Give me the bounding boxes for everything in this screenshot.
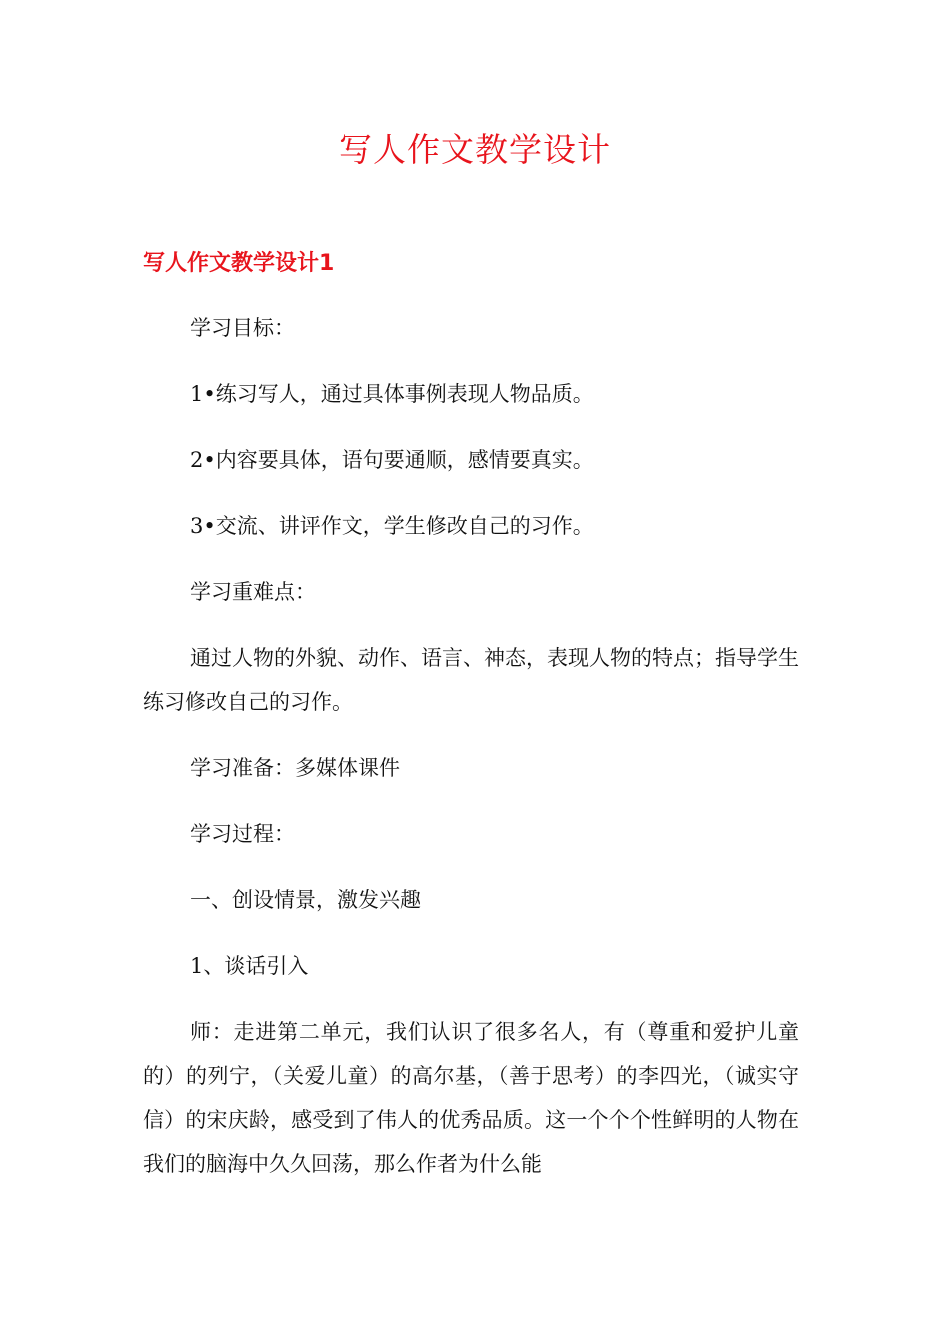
document-body — [143, 306, 799, 1208]
paragraph-goal-3: 3•交流、讲评作文，学生修改自己的习作。 — [190, 514, 594, 538]
paragraph-process-label: 学习过程： — [190, 822, 295, 846]
paragraph-goal-2: 2•内容要具体，语句要通顺，感情要真实。 — [190, 448, 594, 472]
document-title: 写人作文教学设计 — [339, 130, 611, 169]
paragraph-step-one: 一、创设情景，激发兴趣 — [190, 888, 421, 912]
paragraph-learning-goals-label: 学习目标： — [190, 316, 295, 340]
paragraph-key-difficulties-label: 学习重难点： — [190, 580, 316, 604]
paragraph-teacher-intro: 师：走进第二单元，我们认识了很多名人，有（尊重和爱护儿童的）的列宁，（关爱儿童）的高尔基，（善于思考）的李四光，（诚实守信）的宋庆龄，感受到了伟人的优秀品质。这一个个个性鲜明的人物在我们的脑海中久久回荡，那么作者为什么能 — [143, 1020, 799, 1176]
paragraph-step-one-sub: 1、谈话引入 — [190, 954, 309, 978]
paragraph-goal-1: 1•练习写人，通过具体事例表现人物品质。 — [190, 382, 594, 406]
paragraph-preparation: 学习准备：多媒体课件 — [190, 756, 400, 780]
paragraph-key-difficulties: 通过人物的外貌、动作、语言、神态，表现人物的特点；指导学生练习修改自己的习作。 — [143, 646, 799, 714]
section-heading: 写人作文教学设计1 — [143, 251, 335, 276]
